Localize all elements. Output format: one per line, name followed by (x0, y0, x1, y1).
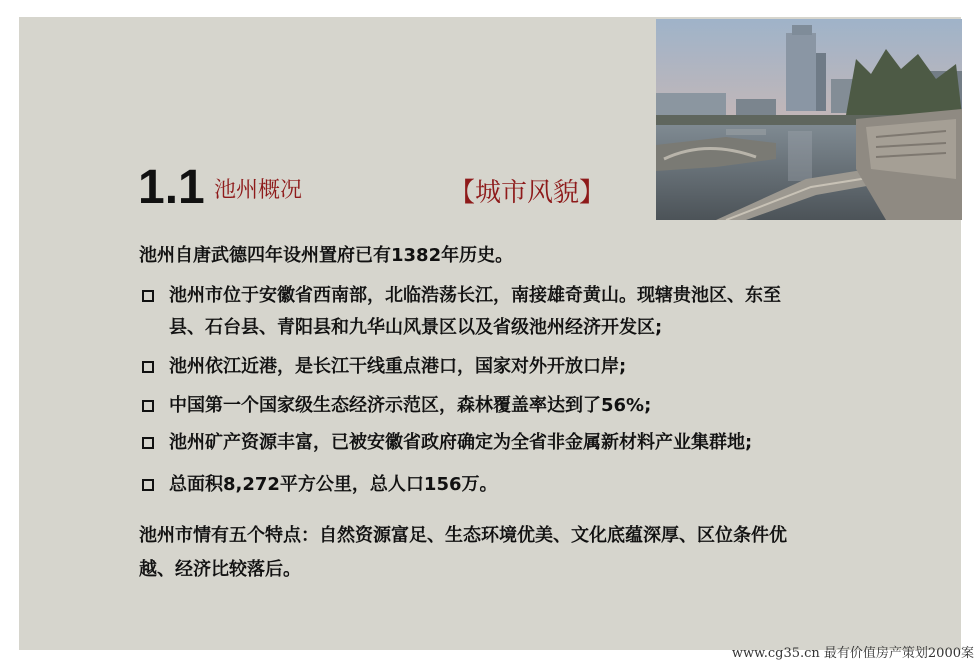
bullet-square-icon (142, 437, 154, 449)
bullet-text: 池州市位于安徽省西南部，北临浩荡长江，南接雄奇黄山。现辖贵池区、东至 (169, 285, 781, 306)
city-photo-image (656, 19, 962, 220)
section-title: 池州概况 (214, 178, 303, 203)
bullet-text: 县、石台县、青阳县和九华山风景区以及省级池州经济开发区; (169, 317, 663, 338)
bullet-text: 池州依江近港，是长江干线重点港口，国家对外开放口岸; (169, 356, 627, 377)
bullet-square-icon (142, 290, 154, 302)
section-number: 1.1 (138, 161, 205, 214)
summary-text: 池州市情有五个特点：自然资源富足、生态环境优美、文化底蕴深厚、区位条件优 (139, 525, 787, 546)
bullet-text: 池州矿产资源丰富，已被安徽省政府确定为全省非金属新材料产业集群地; (169, 432, 753, 453)
bullet-square-icon (142, 361, 154, 373)
bullet-square-icon (142, 479, 154, 491)
bullet-text: 中国第一个国家级生态经济示范区，森林覆盖率达到了56%; (169, 395, 652, 416)
section-tag: 【城市风貌】 (449, 178, 606, 208)
footer-watermark: www.cg35.cn 最有价值房产策划2000案 (731, 646, 974, 661)
summary-text: 越、经济比较落后。 (139, 559, 301, 580)
bullet-square-icon (142, 400, 154, 412)
city-photo (656, 19, 962, 220)
bullet-text: 总面积8,272平方公里，总人口156万。 (169, 474, 498, 495)
intro-text: 池州自唐武德四年设州置府已有1382年历史。 (139, 245, 514, 266)
